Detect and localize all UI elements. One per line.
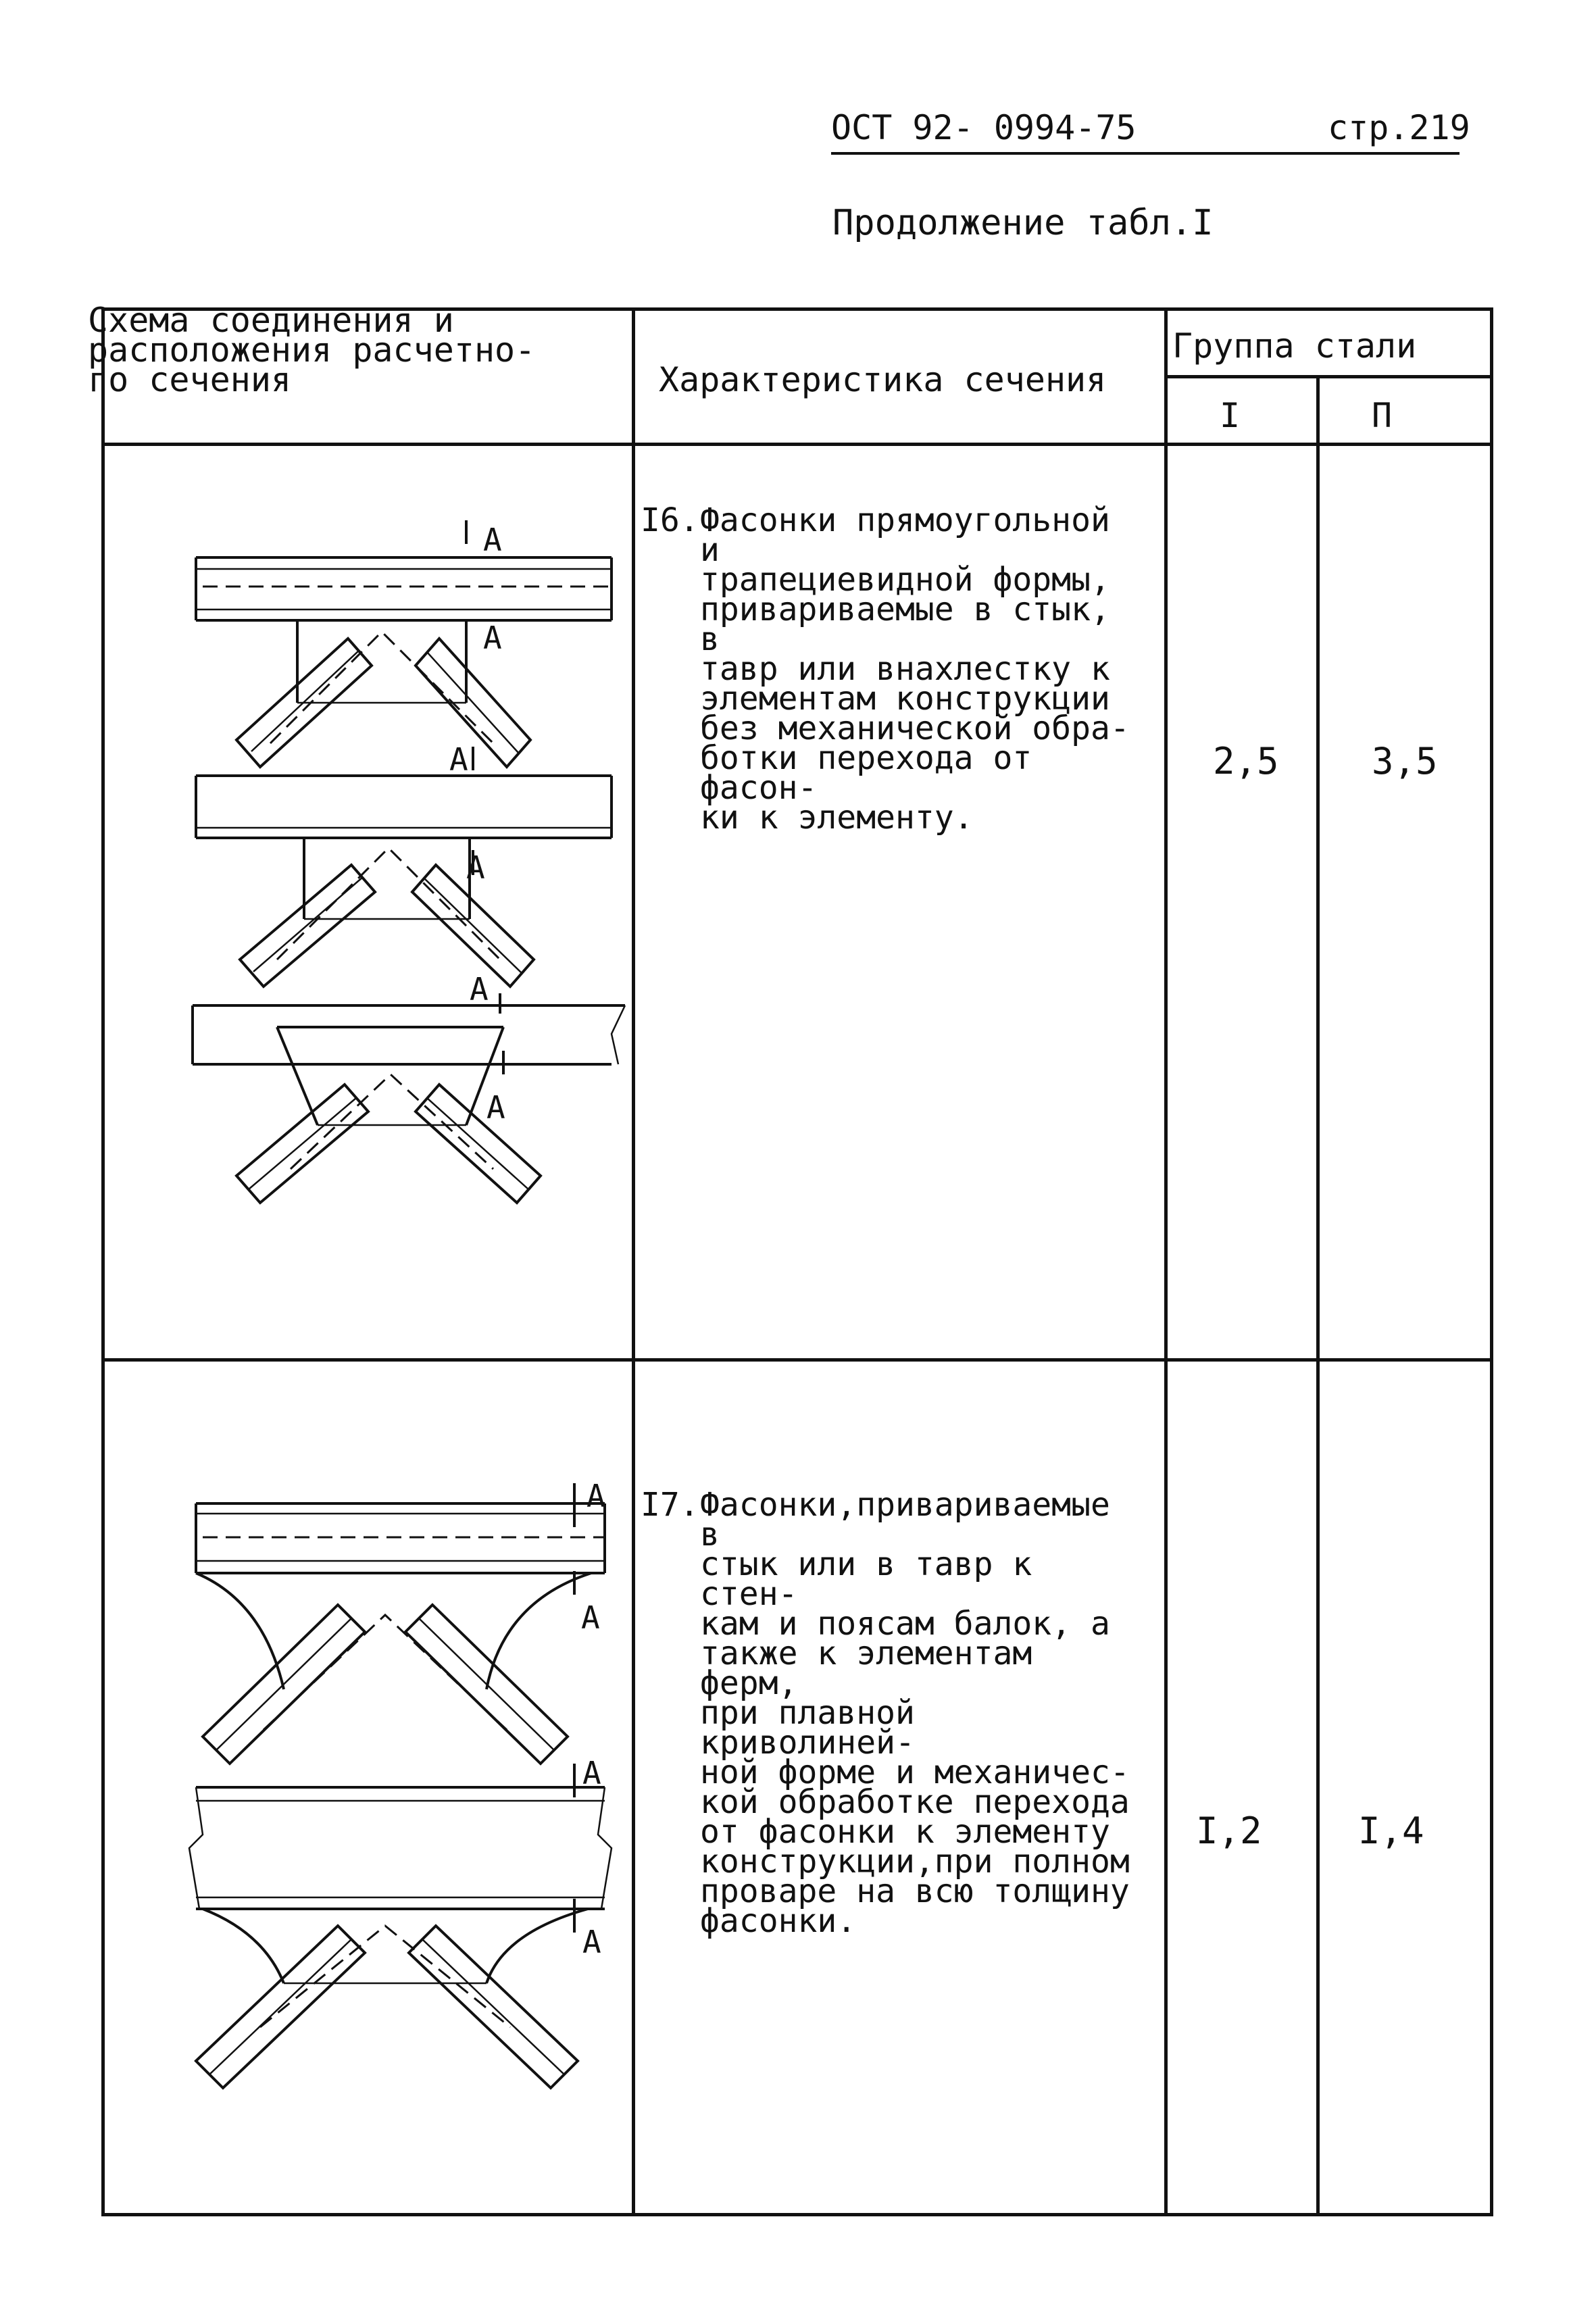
header-scheme: Схема соединения и расположения расчетно- го сечения	[88, 301, 536, 399]
scheme-16b-tee-gusset	[196, 741, 612, 987]
row-16-group-ii: 3,5	[1372, 740, 1438, 782]
row-17-text: Фасонки,привариваемые в стык или в тавр к стен- кам и поясам балок, а также к элементам ферм, при плавной криволиней- ной форме и механичес- кой обработке перехода от фасонки к элементу конструкции,при полном проваре на всю толщину фасонки.	[700, 1486, 1130, 1940]
section-mark-a: A	[470, 971, 489, 1007]
header-group-i: I	[1220, 396, 1241, 435]
row-16-number: I6.	[641, 501, 699, 539]
section-mark-a: A	[582, 1924, 601, 1960]
section-mark-a: A	[487, 1089, 505, 1126]
scheme-17b-curved-gusset	[189, 1755, 612, 2088]
section-mark-a: A	[483, 620, 502, 656]
header-characteristic: Характеристика сечения	[659, 360, 1107, 399]
scheme-16c-trapezoid-gusset	[193, 971, 625, 1203]
table-continuation-title: Продолжение табл.I	[832, 203, 1214, 243]
scheme-16a-rectangular-gusset	[196, 520, 612, 767]
standard-code: ОСТ 92- 0994-75	[831, 108, 1137, 147]
scheme-17a-curved-gusset	[196, 1478, 605, 1764]
section-mark-a: A	[581, 1599, 600, 1636]
row-17-number: I7.	[641, 1486, 699, 1524]
header-group-ii: П	[1372, 396, 1393, 435]
row-16-text: Фасонки прямоугольной и трапециевидной формы, привариваемые в стык, в тавр или внахлестку к элементам конструкции без механической обра- ботки перехода от фасон- ки к элементу.	[700, 501, 1130, 837]
section-mark-a: A	[466, 849, 485, 886]
row-17-group-ii: I,4	[1358, 1810, 1424, 1852]
header-steel-group: Группа стали	[1172, 326, 1417, 366]
row-16-group-i: 2,5	[1213, 740, 1279, 782]
section-mark-a: A	[582, 1755, 601, 1791]
section-mark-a: A	[587, 1478, 605, 1514]
section-mark-a: A	[449, 741, 468, 778]
section-mark-a: A	[483, 522, 502, 558]
page-number: стр.219	[1328, 108, 1470, 147]
row-17-group-i: I,2	[1196, 1810, 1262, 1852]
